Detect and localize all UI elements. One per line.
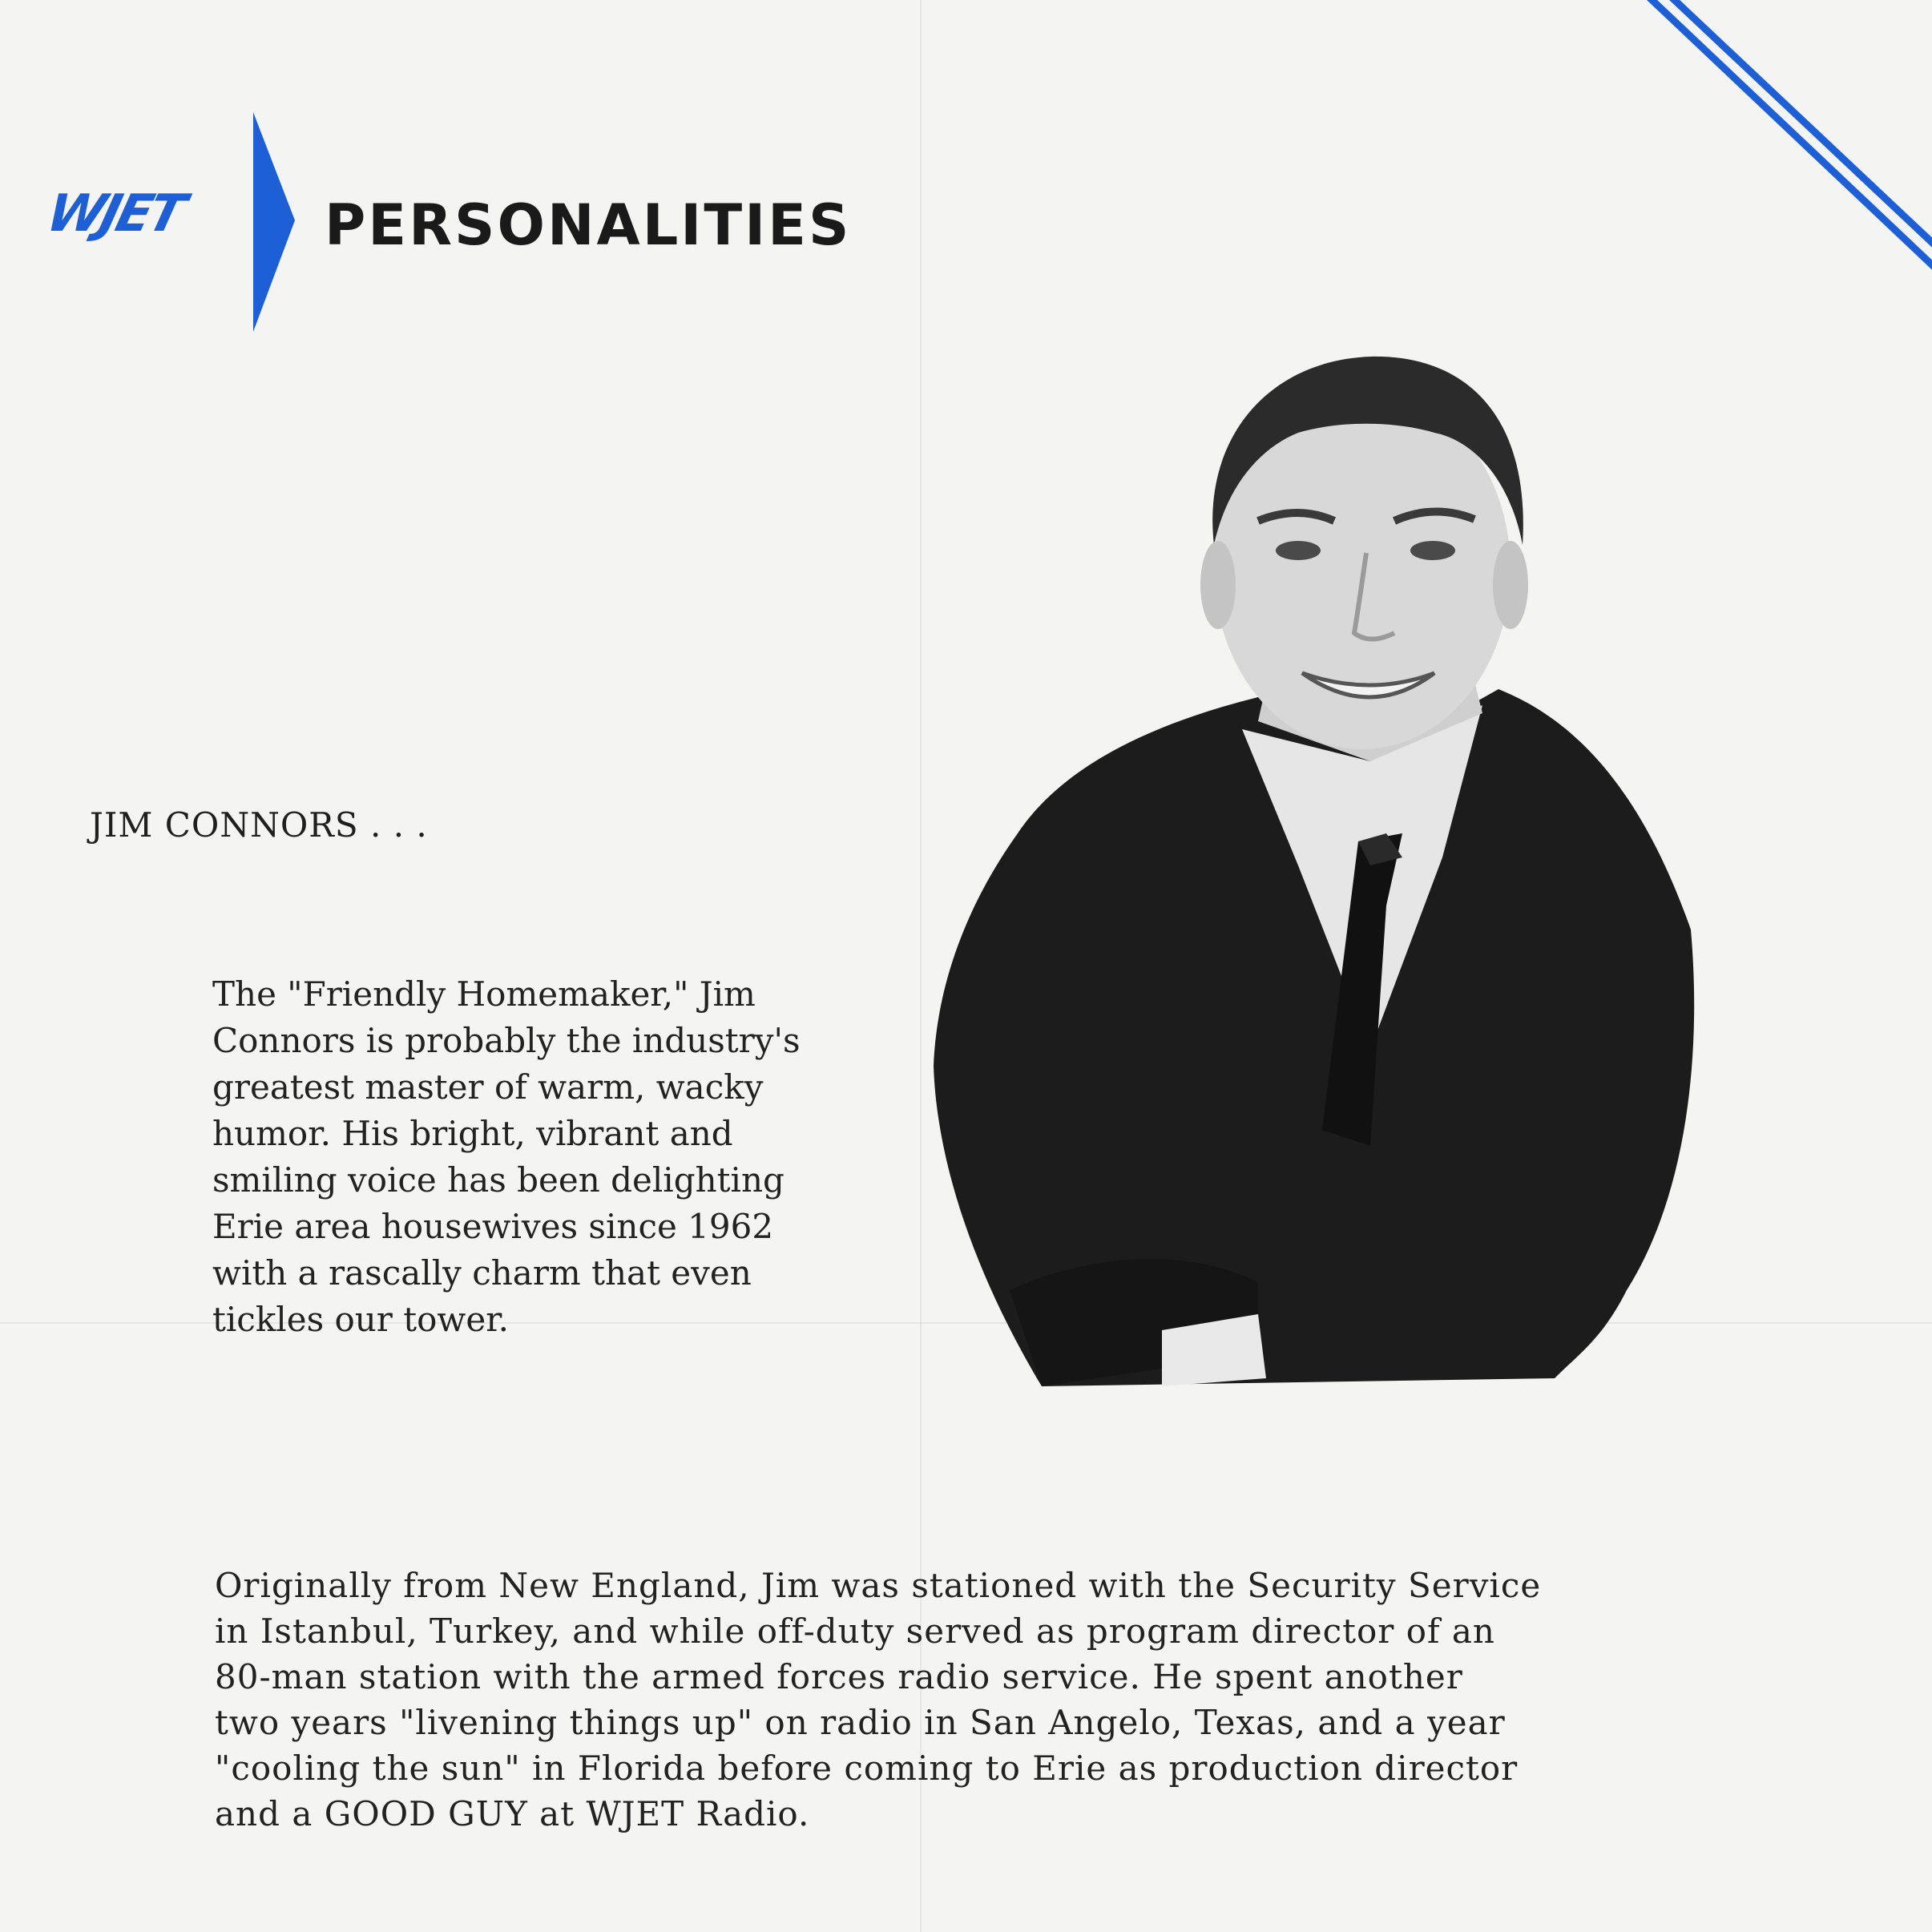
bio-line: greatest master of warm, wacky [212, 1067, 764, 1107]
background-paragraph [215, 1563, 1817, 1837]
story-line: and a GOOD GUY at WJET Radio. [215, 1794, 810, 1833]
bio-line: Connors is probably the industry's [212, 1021, 801, 1060]
arrow-mark-icon [250, 112, 295, 332]
page-title: PERSONALITIES [325, 192, 852, 258]
bio-line: with a rascally charm that even [212, 1253, 752, 1293]
personality-name: JIM CONNORS . . . [90, 805, 428, 845]
story-line: in Istanbul, Turkey, and while off-duty served as program director of an [215, 1611, 1495, 1651]
story-line: 80-man station with the armed forces radio service. He spent another [215, 1657, 1463, 1696]
logo-text: WJET [40, 184, 189, 244]
corner-stripes [1644, 0, 1932, 288]
story-line: Originally from New England, Jim was stationed with the Security Service [215, 1566, 1542, 1605]
bio-line: The "Friendly Homemaker," Jim [212, 974, 756, 1014]
story-line: two years "livening things up" on radio in San Angelo, Texas, and a year [215, 1703, 1506, 1742]
bio-line: Erie area housewives since 1962 [212, 1207, 774, 1246]
bio-line: smiling voice has been delighting [212, 1160, 784, 1200]
bio-line: tickles our tower. [212, 1300, 510, 1339]
wjet-logo [40, 184, 224, 264]
bio-line: humor. His bright, vibrant and [212, 1114, 733, 1153]
story-line: "cooling the sun" in Florida before coming to Erie as production director [215, 1748, 1519, 1788]
bio-paragraph [212, 971, 901, 1343]
portrait-photo [922, 345, 1699, 1386]
